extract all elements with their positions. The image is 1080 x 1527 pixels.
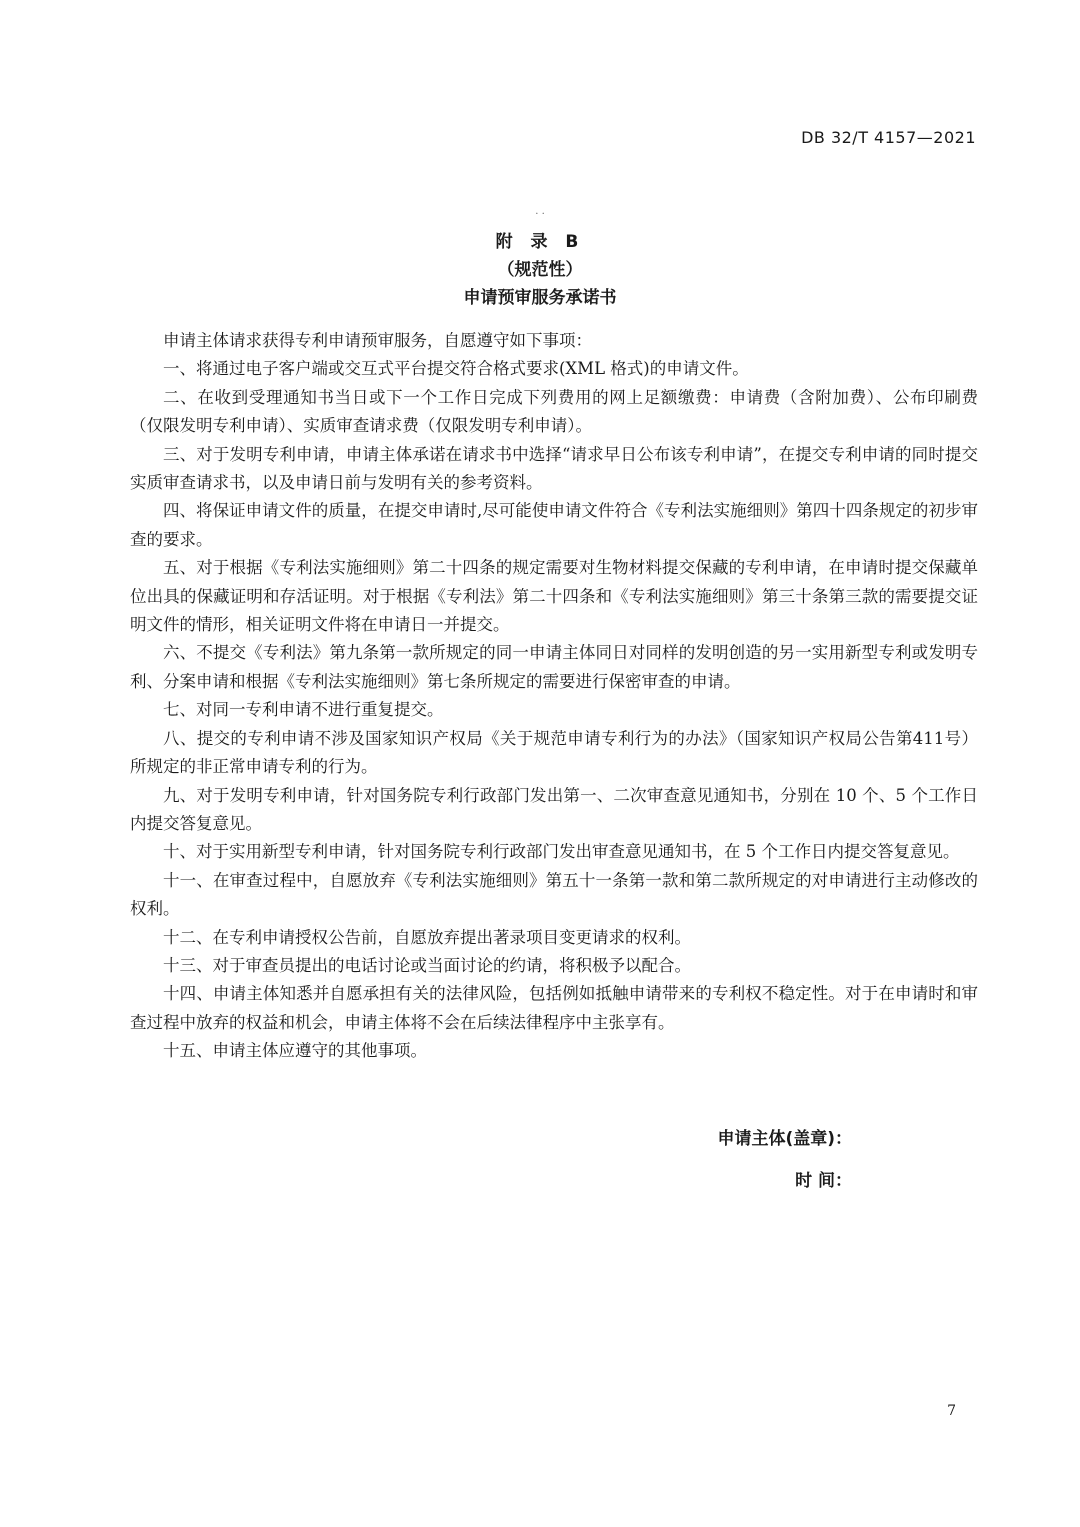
applicant-seal-label: 申请主体(盖章)： [717,1129,852,1149]
clause-paragraph: 九、对于发明专利申请，针对国务院专利行政部门发出第一、二次审查意见通知书，分别在 10 个、5 个工作日内提交答复意见。 [130,785,978,833]
clause-paragraph: 十三、对于审查员提出的电话讨论或当面讨论的约请，将积极予以配合。 [163,955,691,975]
appendix-nature: （规范性） [497,260,583,280]
decorative-dots: . . [535,206,545,217]
clause-paragraph: 五、对于根据《专利法实施细则》第二十四条的规定需要对生物材料提交保藏的专利申请，在申请时提交保藏单位出具的保藏证明和存活证明。对于根据《专利法》第二十四条和《专利法实施细则》第三十条第三款的需要提交证明文件的情形，相关证明文件将在申请日一并提交。 [130,558,978,635]
commitment-body [130,327,978,1066]
intro-paragraph: 申请主体请求获得专利申请预审服务，自愿遵守如下事项： [163,331,592,350]
clause-paragraph: 一、将通过电子客户端或交互式平台提交符合格式要求(XML 格式)的申请文件。 [163,359,749,379]
clause-paragraph: 二、在收到受理通知书当日或下一个工作日完成下列费用的网上足额缴费：申请费（含附加费）、公布印刷费（仅限发明专利申请）、实质审查请求费（仅限发明专利申请）。 [130,387,978,436]
page-number: 7 [947,1403,956,1419]
clause-paragraph: 三、对于发明专利申请，申请主体承诺在请求书中选择“请求早日公布该专利申请”，在提交专利申请的同时提交实质审查请求书，以及申请日前与发明有关的参考资料。 [130,444,978,493]
document-title: 申请预审服务承诺书 [463,288,617,308]
clause-paragraph: 十四、申请主体知悉并自愿承担有关的法律风险，包括例如抵触申请带来的专利权不稳定性。对于在申请时和审查过程中放弃的权益和机会，申请主体将不会在后续法律程序中主张享有。 [130,984,978,1032]
clause-paragraph: 十、对于实用新型专利申请，针对国务院专利行政部门发出审查意见通知书，在 5 个工作日内提交答复意见。 [163,842,960,862]
clause-paragraph: 十一、在审查过程中，自愿放弃《专利法实施细则》第五十一条第一款和第二款所规定的对申请进行主动修改的权利。 [130,870,978,919]
clause-paragraph: 八、提交的专利申请不涉及国家知识产权局《关于规范申请专利行为的办法》（国家知识产权局公告第411号）所规定的非正常申请专利的行为。 [130,728,978,777]
appendix-heading [0,228,1080,312]
clause-paragraph: 七、对同一专利申请不进行重复提交。 [163,700,444,720]
clause-paragraph: 四、将保证申请文件的质量，在提交申请时,尽可能使申请文件符合《专利法实施细则》第四十四条规定的初步审查的要求。 [130,501,978,549]
standard-code: DB 32/T 4157—2021 [801,128,976,147]
clause-paragraph: 六、不提交《专利法》第九条第一款所规定的同一申请主体同日对同样的发明创造的另一实用新型专利或发明专利、分案申请和根据《专利法实施细则》第七条所规定的需要进行保密审查的申请。 [130,643,978,691]
appendix-title: 附 录 B [495,232,585,252]
time-label: 时 间： [795,1171,852,1191]
clause-paragraph: 十二、在专利申请授权公告前，自愿放弃提出著录项目变更请求的权利。 [163,927,691,947]
clause-paragraph: 十五、申请主体应遵守的其他事项。 [163,1041,427,1061]
signature-block [717,1118,852,1202]
